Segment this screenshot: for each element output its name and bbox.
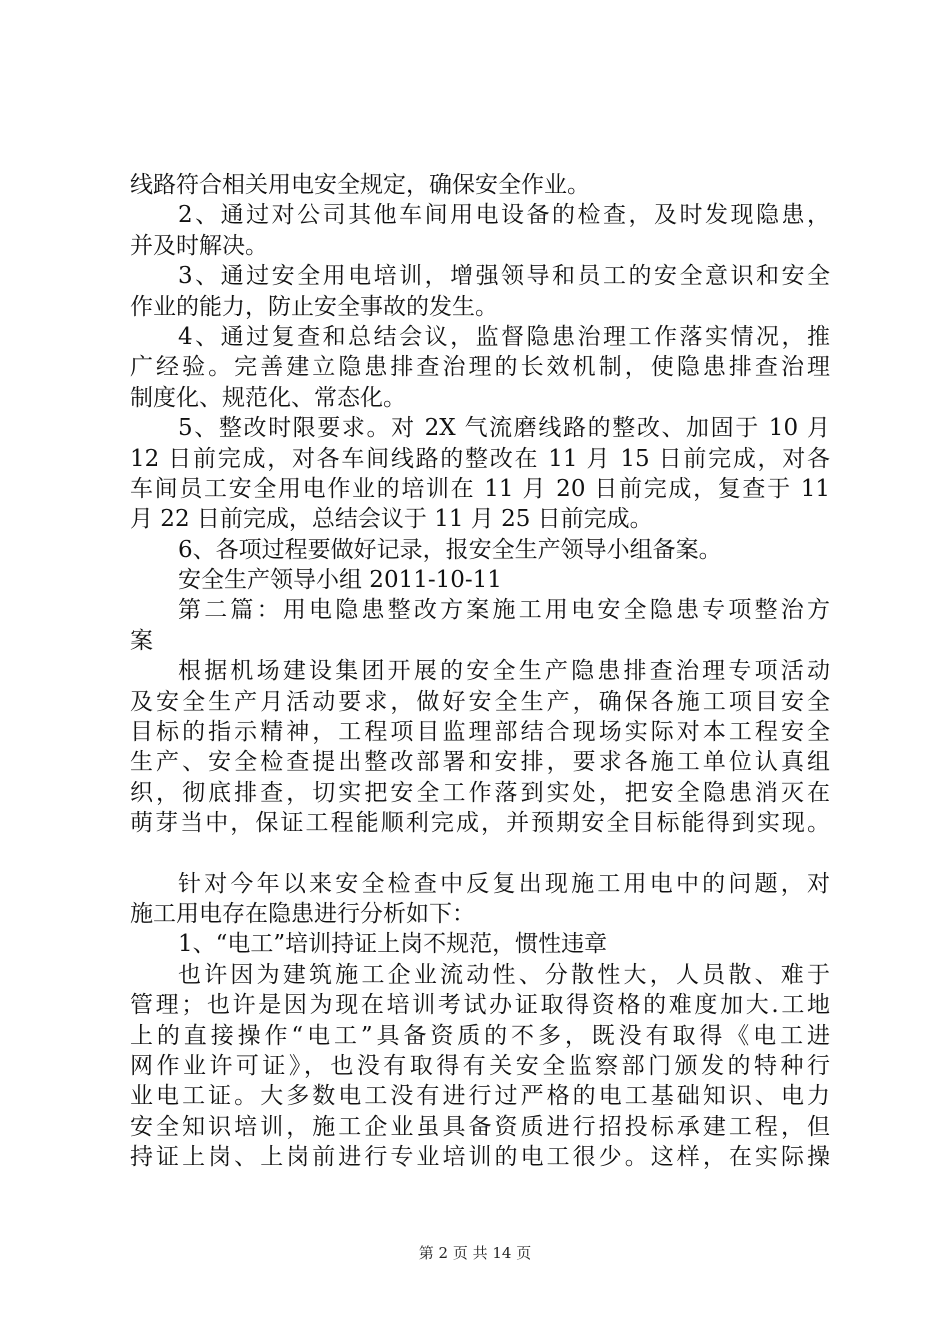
section-heading-cont: 案 — [130, 627, 153, 654]
text-line: 5、整改时限要求。对 2X 气流磨线路的整改、加固于 10 月 — [178, 415, 830, 442]
text-line: 并及时解决。 — [130, 232, 268, 259]
text-line: 管理；也许是因为现在培训考试办证取得资格的难度加大.工地 — [130, 992, 830, 1019]
text-line: 制度化、规范化、常态化。 — [130, 384, 406, 411]
text-line: 目标的指示精神，工程项目监理部结合现场实际对本工程安全 — [130, 719, 830, 746]
text-line: 作业的能力，防止安全事故的发生。 — [130, 293, 498, 320]
blank-line — [130, 839, 830, 869]
text-line: 6、各项过程要做好记录，报安全生产领导小组备案。 — [178, 536, 722, 563]
text-line: 织，彻底排查，切实把安全工作落到实处，把安全隐患消灭在 — [130, 779, 830, 806]
text-line: 网作业许可证》，也没有取得有关安全监察部门颁发的特种行 — [130, 1052, 830, 1079]
signature-line: 安全生产领导小组 2011-10-11 — [178, 567, 502, 594]
text-line: 车间员工安全用电作业的培训在 11 月 20 日前完成，复查于 11 — [130, 475, 830, 502]
text-line: 业电工证。大多数电工没有进行过严格的电工基础知识、电力 — [130, 1083, 830, 1110]
text-line: 12 日前完成，对各车间线路的整改在 11 月 15 日前完成，对各 — [130, 445, 830, 472]
text-line: 针对今年以来安全检查中反复出现施工用电中的问题，对 — [178, 870, 830, 897]
text-line: 也许因为建筑施工企业流动性、分散性大，人员散、难于 — [178, 961, 830, 988]
text-line: 广经验。完善建立隐患排查治理的长效机制，使隐患排查治理 — [130, 354, 830, 381]
text-line: 月 22 日前完成，总结会议于 11 月 25 日前完成。 — [130, 506, 653, 533]
document-body — [130, 170, 830, 1173]
text-line: 线路符合相关用电安全规定，确保安全作业。 — [130, 172, 590, 198]
text-line: 2、通过对公司其他车间用电设备的检查，及时发现隐患， — [178, 202, 830, 229]
page-number-footer: 第 2 页 共 14 页 — [418, 1244, 532, 1262]
text-line: 及安全生产月活动要求，做好安全生产，确保各施工项目安全 — [130, 688, 830, 715]
text-line: 安全知识培训，施工企业虽具备资质进行招投标承建工程，但 — [130, 1113, 830, 1140]
text-line: 生产、安全检查提出整改部署和安排，要求各施工单位认真组 — [130, 749, 830, 776]
text-line: 上的直接操作“电工”具备资质的不多，既没有取得《电工进 — [130, 1022, 830, 1049]
text-line: 萌芽当中，保证工程能顺利完成，并预期安全目标能得到实现。 — [130, 810, 830, 837]
text-line: 3、通过安全用电培训，增强领导和员工的安全意识和安全 — [178, 263, 830, 290]
text-line: 根据机场建设集团开展的安全生产隐患排查治理专项活动 — [178, 658, 830, 685]
section-heading: 第二篇：用电隐患整改方案施工用电安全隐患专项整治方 — [178, 597, 830, 624]
text-line: 持证上岗、上岗前进行专业培训的电工很少。这样，在实际操 — [130, 1144, 830, 1171]
text-line: 施工用电存在隐患进行分析如下： — [130, 900, 475, 927]
text-line: 4、通过复查和总结会议，监督隐患治理工作落实情况，推 — [178, 323, 830, 350]
text-line: 1、“电工”培训持证上岗不规范，惯性违章 — [178, 931, 608, 958]
